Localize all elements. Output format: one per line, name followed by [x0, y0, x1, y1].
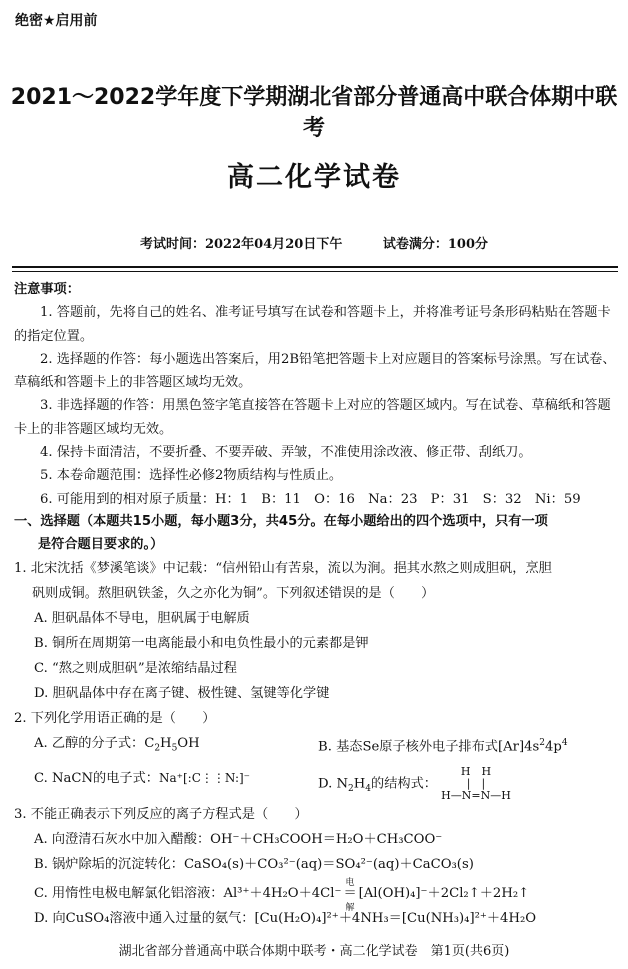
full-score: 试卷满分：100分 — [382, 237, 489, 252]
option-c-rhs: [Al(OH)₄]⁻＋2Cl₂↑＋2H₂↑ — [358, 885, 530, 901]
question-2-option-d: D. $N_2H_4$的结构式： H H | | H—N=N—H — [318, 764, 511, 802]
struct-top: H H — [460, 764, 492, 778]
option-b-text: B. 基态Se原子核外电子排布式[Ar]4s — [318, 739, 540, 755]
question-1-option-d: D. 胆矾晶体中存在离子键、极性键、氢键等化学键 — [34, 686, 330, 701]
question-3-option-d: D. 向CuSO₄溶液中通入过量的氨气：[Cu(H₂O)₄]²⁺＋4NH₃＝[Cu(NH₃)₄]²⁺＋4H₂O — [34, 910, 537, 926]
n2h4-structure — [441, 766, 511, 802]
option-c-lhs: C. 用惰性电极电解氯化铝溶液：Al³⁺＋4H₂O＋4Cl⁻ — [34, 885, 342, 901]
note-item: 5. 本卷命题范围：选择性必修2物质结构与性质止。 — [40, 468, 343, 484]
option-c-text: C. NaCN的电子式： — [34, 770, 159, 786]
question-2-option-b: B. 基态Se原子核外电子排布式$[Ar]4s^24p^4$ — [318, 738, 568, 755]
electrolysis-label: 电解 — [345, 877, 355, 913]
question-3-option-c — [14, 877, 618, 913]
option-a-text: A. 乙醇的分子式：C — [34, 736, 155, 751]
nacn-electron-formula: Na⁺[:C⋮⋮N:]⁻ — [158, 770, 251, 785]
section-line-2: 是符合题目要求的。） — [38, 537, 164, 552]
note-item: 4. 保持卡面清洁，不要折叠、不要弄破、弄皱，不准使用涂改液、修正带、刮纸刀。 — [40, 445, 532, 461]
question-2-row-cd — [14, 766, 618, 802]
secret-label: 绝密★启用前 — [15, 13, 98, 29]
struct-bar: | | — [466, 776, 486, 790]
question-1-option-c: C. “熬之则成胆矾”是浓缩结晶过程 — [34, 661, 237, 676]
question-1-stem-cont: 矾则成铜。熬胆矾铁釜，久之亦化为铜”。下列叙述错误的是（ ） — [32, 586, 435, 601]
question-2-row-ab — [14, 731, 618, 762]
notes-heading: 注意事项： — [14, 282, 80, 297]
option-d-tail: 的结构式： — [371, 776, 437, 792]
struct-mid: H—N=N—H — [441, 788, 511, 802]
exam-title: 2021～2022学年度下学期湖北省部分普通高中联合体期中联考 — [10, 85, 618, 141]
exam-time: 考试时间：2022年04月20日下午 — [139, 237, 343, 252]
divider-thick — [12, 266, 618, 268]
section-line-1: 一、选择题（本题共15小题，每小题3分，共45分。在每小题给出的四个选项中，只有一项 — [14, 514, 548, 529]
notes-section — [14, 278, 616, 511]
question-2-option-c — [34, 766, 318, 802]
question-3-option-a: A. 向澄清石灰水中加入醋酸：OH⁻＋CH₃COOH＝H₂O＋CH₃COO⁻ — [34, 831, 443, 847]
question-1-option-a: A. 胆矾晶体不导电，胆矾属于电解质 — [34, 611, 250, 626]
questions — [14, 556, 618, 931]
exam-info — [0, 233, 628, 252]
option-d-text: D. N — [318, 776, 349, 792]
question-2-stem: 2. 下列化学用语正确的是（ ） — [14, 711, 216, 726]
question-3-stem: 3. 不能正确表示下列反应的离子方程式是（ ） — [14, 806, 308, 822]
section-heading — [14, 510, 618, 556]
page-footer: 湖北省部分普通高中联合体期中联考・高二化学试卷 第1页(共6页) — [118, 944, 510, 959]
electrolysis-arrow: 电解 ＝ — [341, 881, 358, 906]
question-2-option-a: A. 乙醇的分子式：$C_2H_5OH$ — [34, 736, 200, 754]
divider-thin — [12, 271, 618, 272]
paper-title: 高二化学试卷 — [227, 162, 401, 193]
question-3-option-b: B. 锅炉除垢的沉淀转化：CaSO₄(s)＋CO₃²⁻(aq)＝SO₄²⁻(aq)＋CaCO₃(s) — [34, 856, 474, 872]
question-1-option-b: B. 铜所在周期第一电离能最小和电负性最小的元素都是钾 — [34, 636, 369, 651]
note-item: 2. 选择题的作答：每小题选出答案后，用2B铅笔把答题卡上对应题目的答案标号涂黑。写在试卷、草稿纸和答题卡上的非答题区域均无效。 — [14, 351, 616, 391]
note-item: 6. 可能用到的相对原子质量：H：1 B：11 O：16 Na：23 P：31 S：32 Ni：59 — [40, 491, 581, 507]
note-item: 1. 答题前，先将自己的姓名、准考证号填写在试卷和答题卡上，并将准考证号条形码粘贴在答题卡的指定位置。 — [14, 305, 611, 344]
question-1-stem: 1. 北宋沈括《梦溪笔谈》中记载：“信州铅山有苦泉，流以为涧。挹其水熬之则成胆矾，烹胆 — [14, 561, 552, 576]
note-item: 3. 非选择题的作答：用黑色签字笔直接答在答题卡上对应的答题区域内。写在试卷、草稿纸和答题卡上的非答题区域均无效。 — [14, 398, 611, 437]
